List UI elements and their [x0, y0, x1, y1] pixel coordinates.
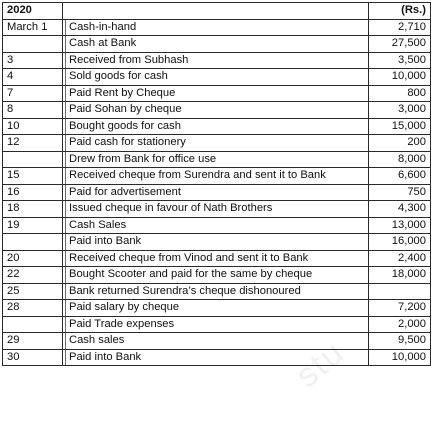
row-date: March 1: [3, 19, 63, 36]
row-date: 7: [3, 85, 63, 102]
row-particulars-text: Paid into Bank: [65, 234, 365, 250]
table-row: [3, 250, 431, 267]
row-particulars-text: Paid Trade expenses: [65, 317, 365, 333]
row-particulars: [63, 300, 369, 317]
table-row: [3, 36, 431, 53]
header-year: 2020: [3, 3, 63, 20]
row-amount: 10,000: [369, 69, 431, 86]
row-amount: 9,500: [369, 333, 431, 350]
row-particulars: [63, 316, 369, 333]
row-particulars-text: Received cheque from Vinod and sent it to Bank: [65, 251, 365, 267]
table-row: [3, 168, 431, 185]
header-particulars: [63, 3, 369, 20]
row-particulars-text: Paid Sohan by cheque: [65, 102, 365, 118]
row-particulars: [63, 184, 369, 201]
table-row: [3, 118, 431, 135]
row-date: 3: [3, 52, 63, 69]
row-amount: 3,500: [369, 52, 431, 69]
row-particulars: [63, 201, 369, 218]
row-date: [3, 234, 63, 251]
row-particulars-text: Received cheque from Surendra and sent it to Bank: [65, 168, 365, 184]
row-amount: [369, 283, 431, 300]
row-date: 28: [3, 300, 63, 317]
row-date: 4: [3, 69, 63, 86]
row-date: 18: [3, 201, 63, 218]
row-particulars-text: Paid for advertisement: [65, 185, 365, 201]
table-row: [3, 69, 431, 86]
row-particulars: [63, 333, 369, 350]
table-row: [3, 19, 431, 36]
row-particulars: [63, 52, 369, 69]
row-amount: 2,710: [369, 19, 431, 36]
row-amount: 8,000: [369, 151, 431, 168]
row-particulars-text: Cash Sales: [65, 218, 365, 234]
row-date: 29: [3, 333, 63, 350]
row-particulars-text: Bought Scooter and paid for the same by cheque: [65, 267, 365, 283]
row-date: 30: [3, 349, 63, 366]
row-particulars-text: Paid into Bank: [65, 350, 365, 366]
row-date: [3, 36, 63, 53]
transactions-table-container: [2, 2, 431, 366]
row-particulars-text: Drew from Bank for office use: [65, 152, 365, 168]
row-particulars: [63, 85, 369, 102]
table-row: [3, 267, 431, 284]
row-amount: 7,200: [369, 300, 431, 317]
row-particulars-text: Paid cash for stationery: [65, 135, 365, 151]
row-particulars: [63, 234, 369, 251]
row-amount: 15,000: [369, 118, 431, 135]
row-amount: 10,000: [369, 349, 431, 366]
table-row: [3, 349, 431, 366]
row-particulars-text: Cash sales: [65, 333, 365, 349]
row-amount: 4,300: [369, 201, 431, 218]
row-date: [3, 151, 63, 168]
row-particulars: [63, 168, 369, 185]
row-amount: 2,400: [369, 250, 431, 267]
row-particulars-text: Paid salary by cheque: [65, 300, 365, 316]
table-row: [3, 135, 431, 152]
row-amount: 3,000: [369, 102, 431, 119]
table-header-row: [3, 3, 431, 20]
row-date: 22: [3, 267, 63, 284]
row-particulars-text: Paid Rent by Cheque: [65, 86, 365, 102]
header-amount: (Rs.): [369, 3, 431, 20]
row-date: 15: [3, 168, 63, 185]
row-amount: 18,000: [369, 267, 431, 284]
row-particulars: [63, 135, 369, 152]
row-particulars: [63, 36, 369, 53]
row-particulars-text: Sold goods for cash: [65, 69, 365, 85]
row-amount: 2,000: [369, 316, 431, 333]
row-amount: 16,000: [369, 234, 431, 251]
row-date: 8: [3, 102, 63, 119]
row-particulars: [63, 349, 369, 366]
row-date: 25: [3, 283, 63, 300]
row-date: [3, 316, 63, 333]
row-particulars: [63, 69, 369, 86]
row-amount: 13,000: [369, 217, 431, 234]
row-particulars-text: Received from Subhash: [65, 53, 365, 69]
row-date: 12: [3, 135, 63, 152]
table-row: [3, 300, 431, 317]
table-row: [3, 316, 431, 333]
table-row: [3, 217, 431, 234]
row-particulars-text: Bought goods for cash: [65, 119, 365, 135]
row-particulars-text: Issued cheque in favour of Nath Brothers: [65, 201, 365, 217]
row-amount: 800: [369, 85, 431, 102]
row-particulars: [63, 250, 369, 267]
table-row: [3, 333, 431, 350]
row-particulars: [63, 267, 369, 284]
table-row: [3, 85, 431, 102]
table-row: [3, 184, 431, 201]
row-date: 20: [3, 250, 63, 267]
row-particulars: [63, 118, 369, 135]
row-particulars-text: Cash-in-hand: [65, 20, 365, 36]
row-particulars: [63, 151, 369, 168]
table-row: [3, 102, 431, 119]
row-amount: 6,600: [369, 168, 431, 185]
row-date: 10: [3, 118, 63, 135]
table-row: [3, 234, 431, 251]
row-particulars: [63, 217, 369, 234]
row-particulars-text: Cash at Bank: [65, 36, 365, 52]
table-row: [3, 283, 431, 300]
transactions-table: [2, 2, 431, 366]
row-amount: 200: [369, 135, 431, 152]
table-row: [3, 151, 431, 168]
row-particulars: [63, 19, 369, 36]
table-row: [3, 201, 431, 218]
table-row: [3, 52, 431, 69]
row-amount: 750: [369, 184, 431, 201]
row-date: 19: [3, 217, 63, 234]
row-date: 16: [3, 184, 63, 201]
row-particulars: [63, 283, 369, 300]
row-particulars: [63, 102, 369, 119]
watermark: stu: [288, 333, 353, 396]
row-amount: 27,500: [369, 36, 431, 53]
row-particulars-text: Bank returned Surendra’s cheque dishonoured: [65, 284, 365, 300]
